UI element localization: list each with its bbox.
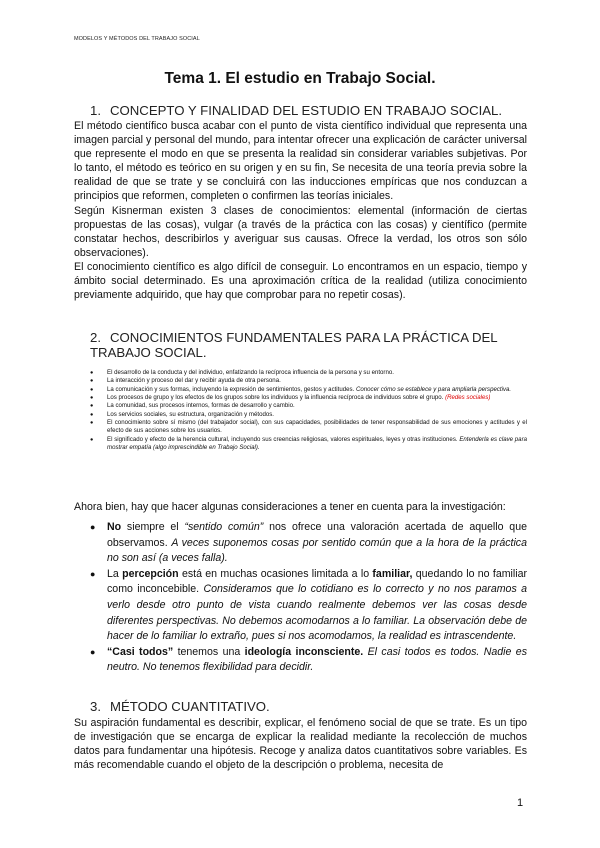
bold-text: percepción [122,567,179,580]
considerations-intro: Ahora bien, hay que hacer algunas consideraciones a tener en cuenta para la investigación: [74,501,506,513]
paragraph: El método científico busca acabar con el punto de vista científico individual que representa una imagen parcial y personal del mundo, para intentar ofrecer una explicación de carácter universal que represente el modo en que se presenta la realidad sin considerar variables subjetivas. Por lo tanto, el método es teórico en su origen y en su fin, Se necesita de una teoría previa sobre la realidad de que se trate y se concluirá con las inducciones empíricas que nos conduzcan a principios que reformen, completen o confirmen las teorías iniciales. [74,120,527,203]
text: nos ofrece una valoración acertada de aquello que observamos. [107,521,527,549]
considerations-list [90,520,527,676]
text: está en muchas ocasiones limitada a lo [178,567,373,580]
bold-text: ideología inconsciente. [244,645,364,658]
section-3-body: Su aspiración fundamental es describir, explicar, el fenómeno social de que se trate. Es un tipo de investigación que se encarga de explicar la realidad mediante la recolección de muchos datos para fundamentar una hipótesis. Recoge y analiza datos cuantitativos sobre variables. Es más recomendable cuando el objeto de la descripción o problema, necesita de [74,717,527,772]
section-2-number: 2. [90,330,101,345]
item-text: El significado y efecto de la herencia cultural, incluyendo sus creencias religiosas, valores espirituales, leyes y otras instituciones. [107,435,458,443]
bold-text: No [107,521,122,533]
list-item [90,645,527,676]
quote-text: “sentido común” [184,521,264,533]
section-1-number: 1. [90,103,101,118]
italic-text: El casi todos es todos. Nadie es neutro. No tenemos flexibilidad para decidir. [107,645,527,674]
item-note-red: (Redes sociales) [445,394,491,402]
paragraph: Según Kisnerman existen 3 clases de conocimientos: elemental (información de ciertas propuestas de las cosas), vulgar (a través de la práctica con las cosas) y científico (permite constatar hechos, describirlos y averiguar sus causas. Ofrece la verdad, los otros son sólo observaciones). [74,204,527,259]
list-item: ● El desarrollo de la conducta y del individuo, enfatizando la recíproca influencia de la persona y su entorno. [90,369,527,377]
paragraph: El conocimiento científico es algo difícil de conseguir. Lo encontramos en un espacio, tiempo y ámbito social determinado. Es una aproximación crítica de la realidad (utiliza conocimiento previamente adquirido, que hay que comprobar para no repetir cosas). [74,260,527,302]
section-1-heading [90,103,530,118]
italic-text: A veces suponemos cosas por sentido común que a la hora de la práctica no son así (a veces falla). [107,536,527,565]
section-3-title: MÉTODO CUANTITATIVO. [110,699,270,714]
text: quedando lo no familiar como inconcebible. [107,567,528,596]
list-item [90,386,527,394]
item-text: Los procesos de grupo y los efectos de los grupos sobre los individuos y la influencia recíproca de individuos sobre el grupo. [107,394,444,402]
bold-text: “Casi todos” [107,645,174,658]
page-number: 1 [517,797,524,809]
section-2-title: CONOCIMIENTOS FUNDAMENTALES PARA LA PRÁCTICA DEL TRABAJO SOCIAL. [90,330,498,360]
bold-text: familiar, [372,567,413,580]
list-item: ● Los servicios sociales, su estructura, organización y métodos. [90,411,527,419]
section-1-title: CONCEPTO Y FINALIDAD DEL ESTUDIO EN TRABAJO SOCIAL. [110,103,503,118]
text: La [107,567,123,580]
list-item [90,436,527,453]
list-item [90,567,527,645]
section-1-body [74,119,527,302]
list-item: ● La interacción y proceso del dar y recibir ayuda de otra persona. [90,377,527,385]
item-note: Conocer cómo se establece y para ampliarla perspectiva. [355,385,512,393]
section-2-heading [90,330,530,360]
page-title: Tema 1. El estudio en Trabajo Social. [164,70,436,87]
running-header: MODELOS Y MÉTODOS DEL TRABAJO SOCIAL [74,36,200,42]
list-item [90,394,527,402]
list-item: ● La comunidad, sus procesos internos, formas de desarrollo y cambio. [90,402,527,410]
text: tenemos una [173,645,245,658]
italic-text: Consideramos que lo cotidiano es lo correcto y no nos paramos a verlo desde otro punto de vista cuando realmente debemos ver las cosas desde diferentes perspectivas. No debemos acomodarnos a lo familiar. La observación debe de hacer de lo familiar lo extraño, pues si nos acomodamos, la realidad es intrascendente. [107,583,527,643]
item-text: La comunicación y sus formas, incluyendo la expresión de sentimientos, gestos y actitudes. [107,385,355,393]
section-3-number: 3. [90,699,101,714]
section-3-heading [90,699,530,714]
list-item [90,520,527,567]
knowledge-list [90,369,527,452]
list-item: ● El conocimiento sobre sí mismo (del trabajador social), con sus capacidades, posibilidades de tener responsabilidad de sus emociones y actitudes y el efecto de sus acciones sobre los usuarios. [90,419,527,436]
text: siempre el [121,521,185,533]
item-note: Entenderla es clave para mostrar empatía (algo imprescindible en Trabajo Social). [107,435,527,452]
